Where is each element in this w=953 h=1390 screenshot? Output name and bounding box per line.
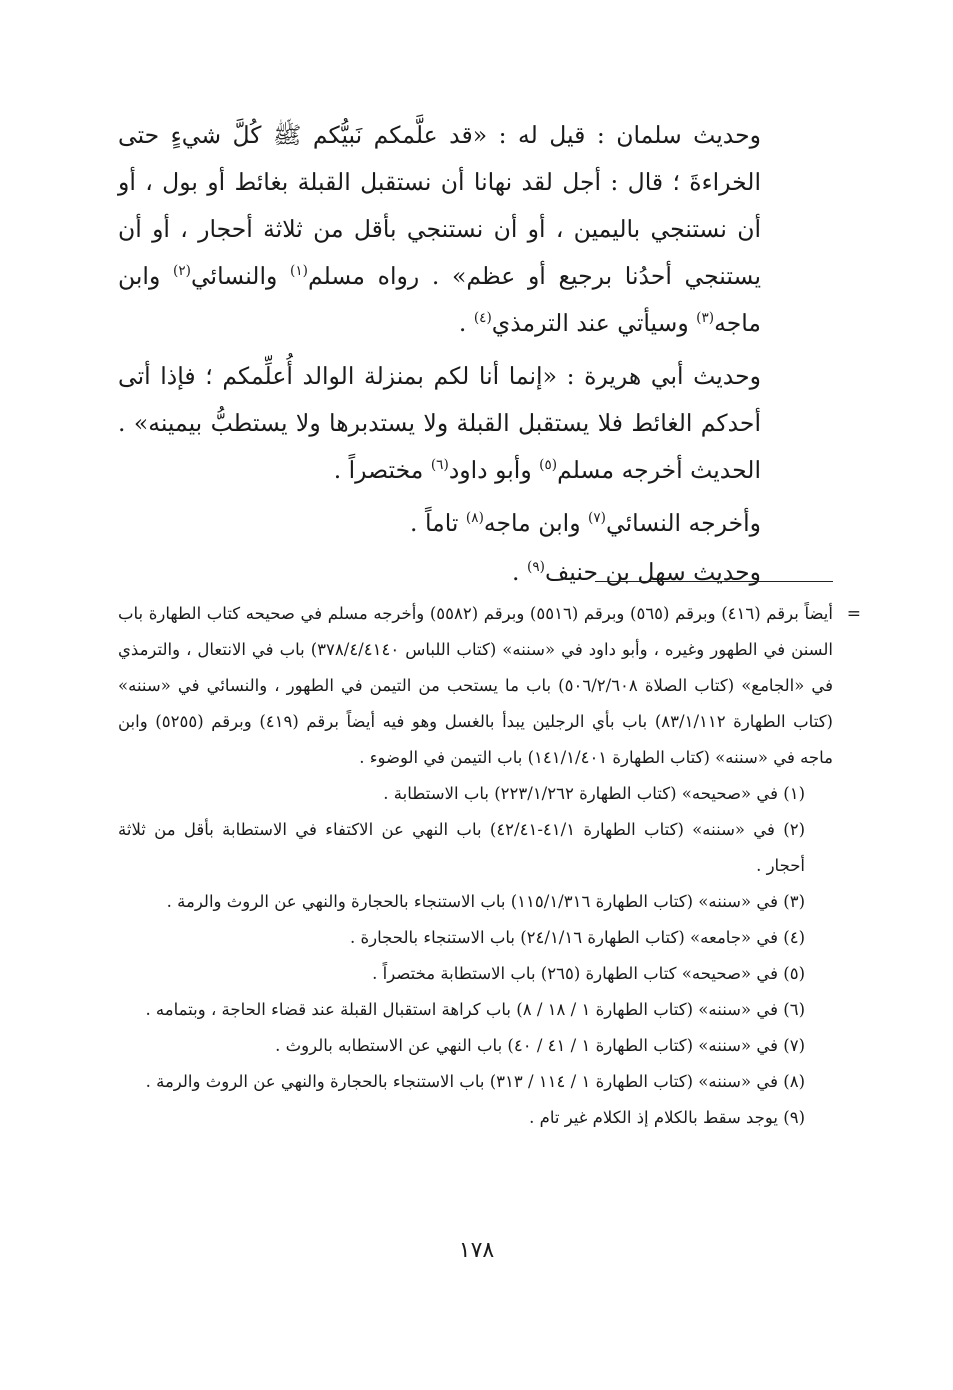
footnote-ref-7: (٧) (588, 510, 606, 527)
footnote-3: (٣) في «سننه» (كتاب الطهارة ١١٥/١/٣١٦) باب الاستنجاء بالحجارة والنهي عن الروث والرمة . (166, 892, 805, 911)
footnote-ref-9: (٩) (526, 559, 545, 576)
footnote-ref-8: (٨) (465, 510, 484, 527)
footnote-ref-5: (٥) (539, 457, 558, 474)
footnote-ref-6: (٦) (430, 457, 449, 474)
paragraph-nasai: وأخرجه النسائي$^{(٧)}$ وابن ماجه$^{(٨)}$ تاماً . (410, 509, 761, 537)
footnote-ref-3: (٣) (696, 310, 715, 327)
continuation-mark: = (846, 604, 861, 624)
page-number: ١٧٨ (458, 1238, 495, 1263)
paragraph-abu-hurairah: وحديث أبي هريرة : «إنما أنا لكم بمنزلة الوالد أُعلِّمكم ؛ فإذا أتى أحدكم الغائط فلا يستقبل القبلة ولا يستدبرها ولا يستطبُّ بيمينه» . الحديث أخرجه مسلم$^{(٥)}$ وأبو داود$^{(٦)}$ مختصراً . (118, 362, 761, 484)
footnote-7: (٧) في «سننه» (كتاب الطهارة ١ / ٤١ / ٤٠) باب النهي عن الاستطابه بالروث . (275, 1036, 805, 1055)
footnote-4: (٤) في «جامعه» (كتاب الطهارة ٢٤/١/١٦) باب الاستنجاء بالحجارة . (350, 928, 805, 947)
footnote-2: (٢) في «سننه» (كتاب الطهارة ٤١/١-٤٢/٤١) باب النهي عن الاكتفاء في الاستطابة بأقل من ثلاثة أحجار . (118, 820, 805, 875)
paragraph-sahl: وحديث سهل بن حنيف$^{(٩)}$ . (512, 558, 761, 586)
paragraph-salman: وحديث سلمان : قيل له : «قد علَّمكم نَبيُّكم ﷺ كُلَّ شيءٍ حتى الخراءةَ ؛ قال : أجل لقد نهانا أن نستقبل القبلة بغائط أو بول ، أو أن نستنجي باليمين ، أو أن نستنجي بأقل من ثلاثة أحجار ، أو أن يستنجي أحدُنا برجيع أو عظم» . رواه مسلم$^{(١)}$ والنسائي$^{(٢)}$ وابن ماجه$^{(٣)}$ وسيأتي عند الترمذي$^{(٤)}$ . (118, 121, 761, 337)
footnote-8: (٨) في «سننه» (كتاب الطهارة ١ / ١١٤ / ٣١٣) باب الاستنجاء بالحجارة والنهي عن الروث والرمة . (145, 1072, 805, 1091)
footnote-separator (595, 581, 833, 582)
footnote-1: (١) في «صحيحه» (كتاب الطهارة ٢٢٣/١/٢٦٢) باب الاستطابة . (383, 784, 805, 803)
main-text (118, 112, 833, 596)
footnote-6: (٦) في «سننه» (كتاب الطهارة ١ / ١٨ / ٨) باب كراهة استقبال القبلة عند قضاء الحاجة ، وبتمامه . (145, 1000, 805, 1019)
footnote-5: (٥) في «صحيحه» كتاب الطهارة (٢٦٥) باب الاستطابة مختصراً . (372, 964, 805, 983)
footnote-ref-4: (٤) (473, 310, 492, 327)
footnote-ref-1: (١) (290, 263, 308, 280)
footnote-continuation: = أيضاً برقم (٤١٦) وبرقم (٥٦٥) وبرقم (٥٥١٦) وبرقم (٥٥٨٢) وأخرجه مسلم في صحيحه كتاب الطهارة باب السنن في الطهور وغيره ، وأبو داود في «سننه» (كتاب اللباس ٣٧٨/٤/٤١٤٠) باب في الانتعال ، والترمذي في «الجامع» (كتاب الصلاة ٥٠٦/٢/٦٠٨) باب ما يستحب من التيمن في الطهور ، والنسائي في «سننه» (كتاب الطهارة ٨٣/١/١١٢) باب بأي الرجلين يبدأ بالغسل وهو فيه أيضاً برقم (٤١٩) وبرقم (٥٢٥٥) وابن ماجه في «سننه» (كتاب الطهارة ١٤١/١/٤٠١) باب التيمن في الوضوء . (118, 596, 833, 776)
footnotes (118, 596, 861, 1136)
footnote-9: (٩) يوجد سقط بالكلام إذ الكلام غير تام . (529, 1108, 805, 1127)
footnote-ref-2: (٢) (172, 263, 191, 280)
